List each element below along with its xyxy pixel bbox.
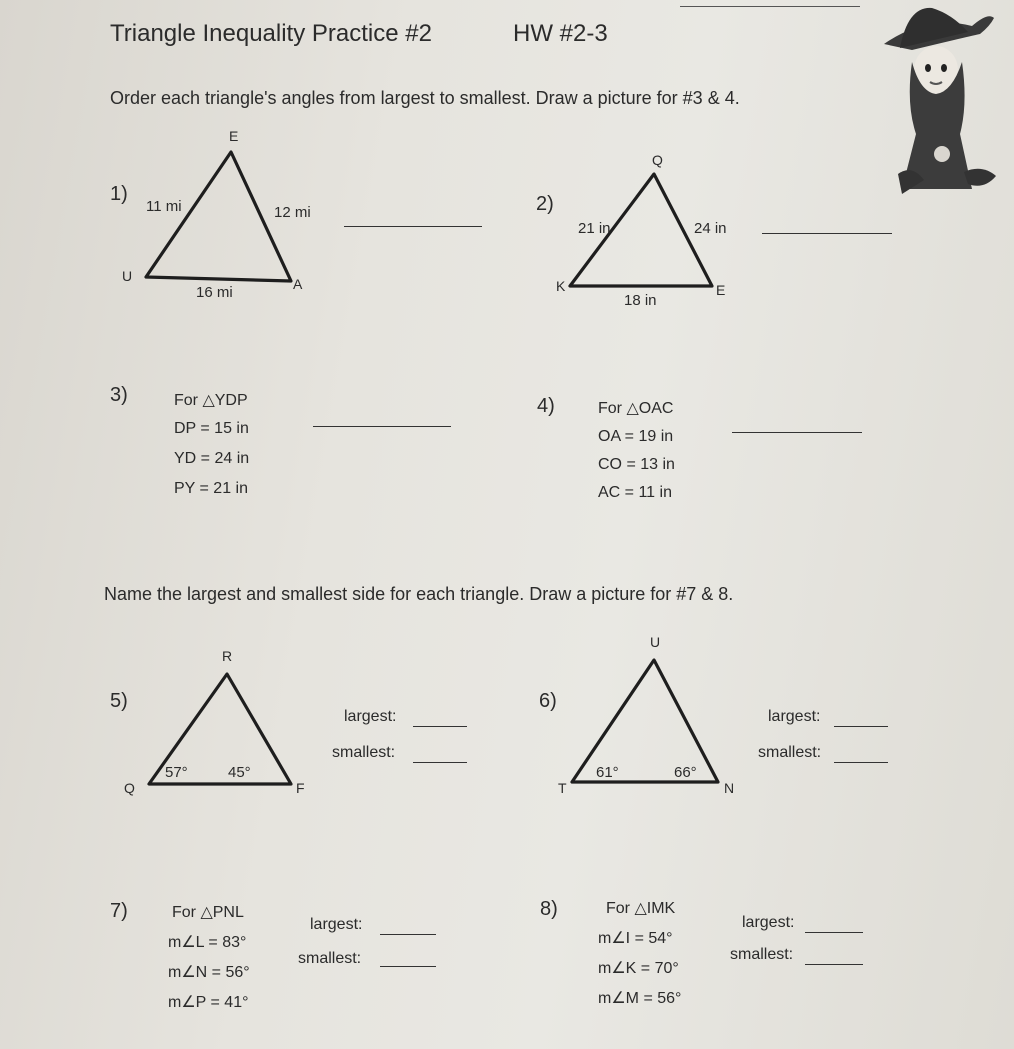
problem-3-number: 3) [110,384,128,406]
problem-7-given-1: m∠L = 83° [168,934,247,951]
problem-3-given-3: PY = 21 in [174,480,248,497]
triangle-2-vertex-left: K [556,278,566,294]
triangle-5-vertex-top: R [222,648,233,664]
triangle-1-vertex-top: E [229,128,239,144]
triangle-6-angle-right: 66° [674,764,697,781]
problem-7-given-2: m∠N = 56° [168,964,250,981]
problem-8-triangle-label: For △IMK [606,900,676,917]
problem-3-given-2: YD = 24 in [174,450,250,467]
problem-4-given-2: CO = 13 in [598,456,675,473]
problem-4-given-1: OA = 19 in [598,428,674,445]
problem-8-given-1: m∠I = 54° [598,930,673,947]
problem-7-largest-blank[interactable] [380,934,436,935]
triangle-1-side-left: 11 mi [146,198,182,215]
problem-2-number: 2) [536,193,554,215]
problem-4-number: 4) [537,395,555,417]
triangle-2-vertex-right: E [716,282,726,298]
problem-6-smallest-label: smallest: [758,744,822,761]
problem-1-number: 1) [110,183,128,205]
problem-6-largest-blank[interactable] [834,726,888,727]
problem-6-smallest-blank[interactable] [834,762,888,763]
problem-8-largest-blank[interactable] [805,932,863,933]
problem-5-smallest-label: smallest: [332,744,396,761]
triangle-2-vertex-top: Q [652,152,663,168]
problem-4-given-3: AC = 11 in [598,484,672,501]
problem-8-number: 8) [540,898,558,920]
triangle-5-angle-right: 45° [228,764,251,781]
problem-7-largest-label: largest: [310,916,363,933]
triangle-2-side-bottom: 18 in [624,292,657,309]
problem-4-triangle-label: For △OAC [598,400,674,417]
triangle-1-side-right: 12 mi [274,204,311,221]
triangle-5-vertex-right: F [296,780,305,796]
triangle-1-vertex-left: U [122,268,133,284]
problem-7-smallest-label: smallest: [298,950,362,967]
triangle-6-vertex-top: U [650,634,661,650]
problem-5-number: 5) [110,690,128,712]
problem-3-triangle-label: For △YDP [174,392,248,409]
problem-7-given-3: m∠P = 41° [168,994,249,1011]
problem-3-given-1: DP = 15 in [174,420,249,437]
triangle-6-angle-left: 61° [596,764,619,781]
problem-7-triangle-label: For △PNL [172,904,244,921]
triangle-2-side-right: 24 in [694,220,727,237]
problem-8-given-3: m∠M = 56° [598,990,682,1007]
triangle-1-vertex-right: A [293,276,303,292]
problem-6-largest-label: largest: [768,708,821,725]
problem-5-largest-label: largest: [344,708,397,725]
triangle-5-vertex-left: Q [124,780,135,796]
problem-8-largest-label: largest: [742,914,795,931]
triangle-1-side-bottom: 16 mi [196,284,233,301]
problem-7-smallest-blank[interactable] [380,966,436,967]
triangle-2-side-left: 21 in [578,220,611,237]
problem-8-smallest-blank[interactable] [805,964,863,965]
triangle-6-vertex-left: T [558,780,567,796]
triangle-6-vertex-right: N [724,780,735,796]
homework-number: HW #2-3 [513,20,608,47]
instruction-sides: Name the largest and smallest side for each triangle. Draw a picture for #7 & 8. [104,584,734,604]
problem-7-number: 7) [110,900,128,922]
instruction-angles: Order each triangle's angles from largest to smallest. Draw a picture for #3 & 4. [110,88,740,108]
problem-8-given-2: m∠K = 70° [598,960,679,977]
problem-6-number: 6) [539,690,557,712]
worksheet-title: Triangle Inequality Practice #2 [110,20,432,47]
problem-8-smallest-label: smallest: [730,946,794,963]
triangle-5-angle-left: 57° [165,764,188,781]
